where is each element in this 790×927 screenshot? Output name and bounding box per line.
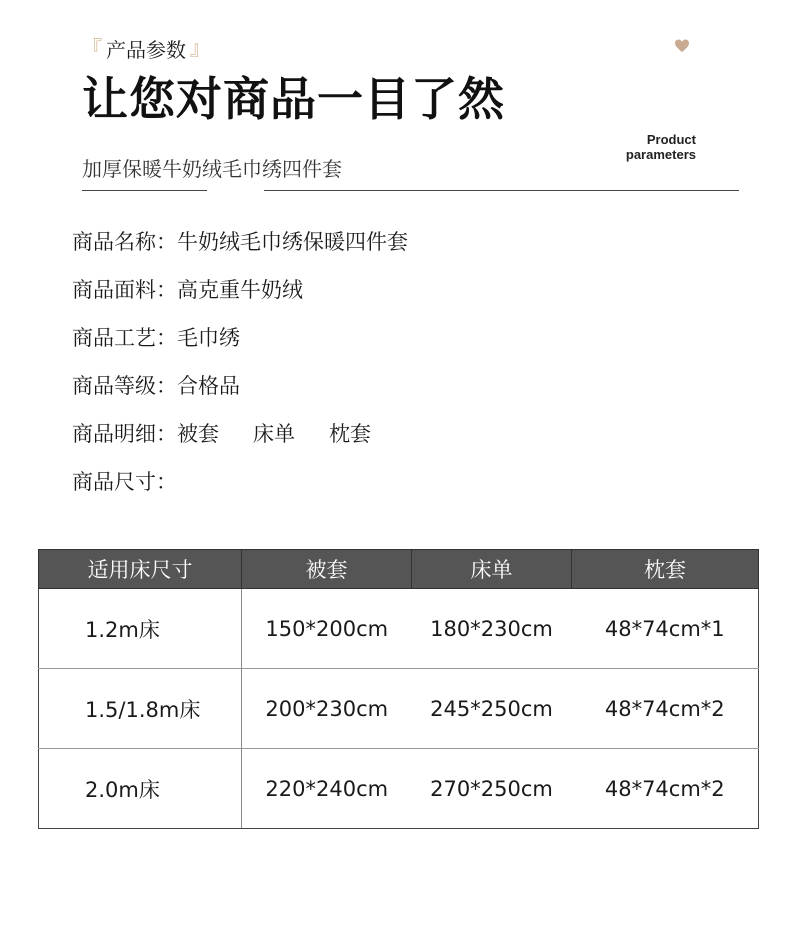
table-cell-duvet: 220*240cm [242, 749, 412, 829]
table-cell-bed-size: 2.0m床 [39, 749, 242, 829]
page-title: 让您对商品一目了然 [82, 72, 505, 126]
param-value-grade: 合格品 [177, 374, 240, 398]
english-label [612, 132, 696, 162]
detail-item-sheet: 床单 [253, 422, 295, 446]
table-header-bed-size: 适用床尺寸 [39, 550, 242, 589]
param-label-size: 商品尺寸： [72, 470, 177, 494]
param-label-fabric: 商品面料： [72, 278, 177, 302]
divider-left [82, 190, 207, 191]
table-cell-pillowcase: 48*74cm*2 [572, 749, 759, 829]
table-cell-sheet: 270*250cm [412, 749, 572, 829]
param-row-fabric [72, 274, 408, 322]
table-header-pillowcase: 枕套 [572, 550, 759, 589]
bracket-close: 』 [190, 36, 210, 60]
product-subtitle: 加厚保暖牛奶绒毛巾绣四件套 [82, 157, 342, 181]
param-value-fabric: 高克重牛奶绒 [177, 278, 303, 302]
table-row [39, 749, 759, 829]
param-row-detail [72, 418, 408, 466]
param-row-grade [72, 370, 408, 418]
english-label-line-2: parameters [625, 147, 696, 162]
param-row-craft [72, 322, 408, 370]
param-value-craft: 毛巾绣 [177, 326, 240, 350]
param-label-name: 商品名称： [72, 230, 177, 254]
divider-right [264, 190, 739, 191]
param-label-detail: 商品明细： [72, 422, 177, 446]
section-tag [82, 34, 210, 62]
param-value-detail [177, 418, 405, 466]
table-cell-duvet: 150*200cm [242, 589, 412, 669]
detail-item-duvet: 被套 [177, 422, 219, 446]
table-cell-bed-size: 1.2m床 [39, 589, 242, 669]
table-cell-sheet: 180*230cm [412, 589, 572, 669]
section-tag-label: 产品参数 [106, 37, 186, 62]
table-header-sheet: 床单 [412, 550, 572, 589]
table-cell-pillowcase: 48*74cm*1 [572, 589, 759, 669]
table-header-duvet: 被套 [242, 550, 412, 589]
heart-icon [674, 38, 690, 54]
param-value-name: 牛奶绒毛巾绣保暖四件套 [177, 230, 408, 254]
table-row [39, 589, 759, 669]
table-cell-bed-size: 1.5/1.8m床 [39, 669, 242, 749]
param-row-size [72, 466, 408, 514]
param-label-grade: 商品等级： [72, 374, 177, 398]
detail-item-pillowcase: 枕套 [329, 422, 371, 446]
param-label-craft: 商品工艺： [72, 326, 177, 350]
size-table [38, 549, 759, 829]
table-cell-duvet: 200*230cm [242, 669, 412, 749]
english-label-line-1: Product [646, 132, 696, 147]
bracket-open: 『 [82, 36, 102, 60]
product-params [72, 226, 408, 514]
table-cell-pillowcase: 48*74cm*2 [572, 669, 759, 749]
table-cell-sheet: 245*250cm [412, 669, 572, 749]
param-row-name [72, 226, 408, 274]
table-header-row [39, 550, 759, 589]
table-row [39, 669, 759, 749]
